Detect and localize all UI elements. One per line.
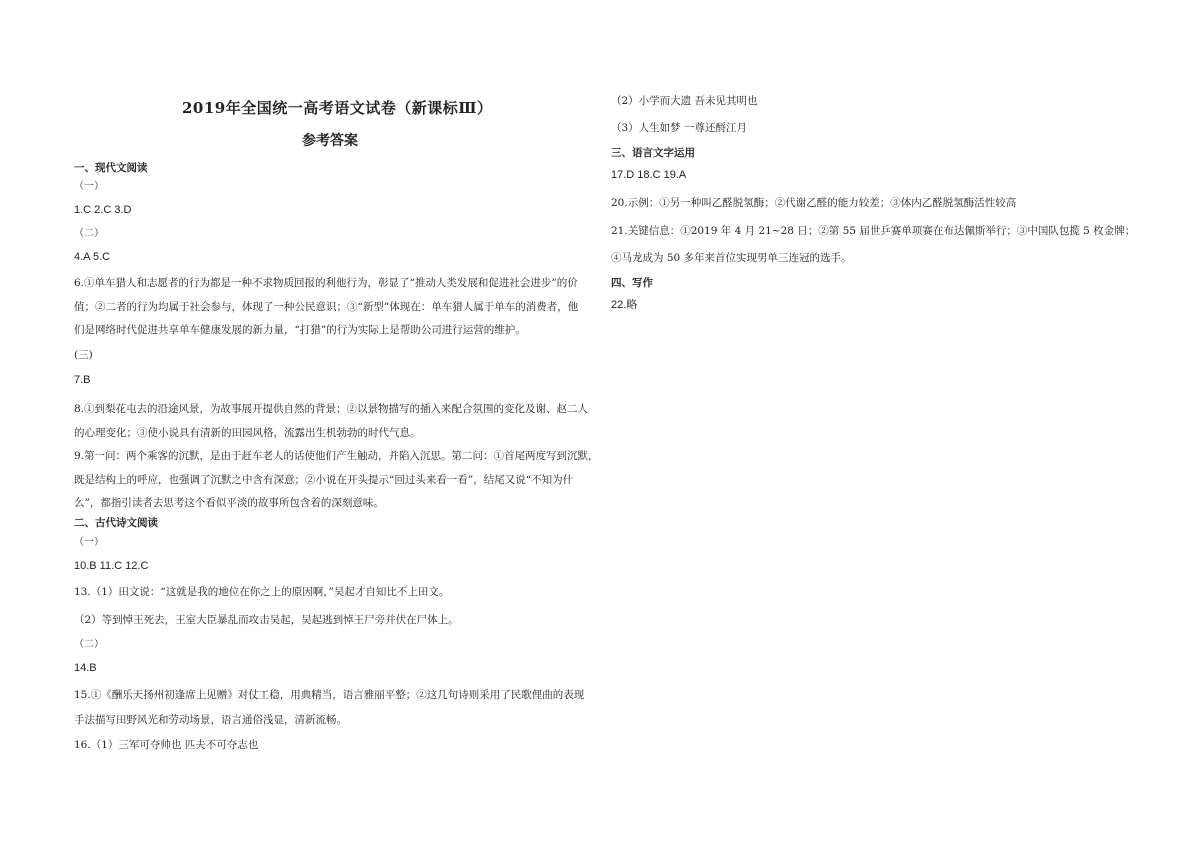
answer-line: （3）人生如梦 一尊还酹江月 <box>611 122 748 134</box>
answer-line: 8.①到梨花屯去的沿途风景，为故事展开提供自然的背景；②以景物描写的插入来配合氛围的变化及谢、赵二人 <box>74 403 589 415</box>
answer-line: 既是结构上的呼应，也强调了沉默之中含有深意；②小说在开头提示“回过头来看一看”，结尾又说“不知为什 <box>74 474 574 486</box>
answer-line: 7.B <box>74 374 91 386</box>
answer-line: 的心理变化；③使小说具有清新的田园风格，流露出生机勃勃的时代气息。 <box>74 427 421 439</box>
answer-line: 6.①单车猎人和志愿者的行为都是一种不求物质回报的利他行为，彰显了“推动人类发展和促进社会进步”的价 <box>74 277 578 289</box>
answer-line: （2）小学而大遗 吾未见其明也 <box>611 95 758 107</box>
part-label: (三) <box>74 349 93 361</box>
part-label: （二） <box>74 228 104 239</box>
answer-line: 4.A 5.C <box>74 251 111 263</box>
answer-line: 值；②二者的行为均属于社会参与，体现了一种公民意识；③“新型”体现在：单车猎人属于单车的消费者，他 <box>74 301 579 313</box>
answer-line: ④马龙成为 50 多年来首位实现男单三连冠的选手。 <box>611 252 852 264</box>
answer-line: 13.（1）田文说：“这就是我的地位在你之上的原因啊，”吴起才自知比不上田文。 <box>74 586 450 598</box>
part-label: （一） <box>74 537 104 548</box>
page-subtitle: 参考答案 <box>302 133 358 149</box>
answer-line: （2）等到悼王死去，王室大臣暴乱而攻击吴起，吴起逃到悼王尸旁并伏在尸体上。 <box>74 614 459 626</box>
answer-line: 15.①《酬乐天扬州初逢席上见赠》对仗工稳，用典精当，语言雅丽平整；②这几句诗则采用了民歌俚曲的表现 <box>74 689 585 701</box>
section-heading: 四、写作 <box>611 277 653 289</box>
answer-line: 16.（1）三军可夺帅也 匹夫不可夺志也 <box>74 739 259 751</box>
answer-line: 14.B <box>74 662 97 674</box>
answer-line: 1.C 2.C 3.D <box>74 204 132 216</box>
answer-line: 21.关键信息：①2019 年 4 月 21~28 日；②第 55 届世乒赛单项赛在布达佩斯举行；③中国队包揽 5 枚金牌； <box>611 225 1136 237</box>
part-label: （二） <box>74 639 104 650</box>
answer-line: 么”，都指引读者去思考这个看似平淡的故事所包含着的深刻意味。 <box>74 497 384 509</box>
section-heading: 一、现代文阅读 <box>74 162 148 174</box>
answer-line: 17.D 18.C 19.A <box>611 169 687 181</box>
answer-line: 们是网络时代促进共享单车健康发展的新力量，“打猎”的行为实际上是帮助公司进行运营的维护。 <box>74 324 526 336</box>
answer-line: 10.B 11.C 12.C <box>74 560 149 572</box>
answer-line: 22.略 <box>611 299 638 311</box>
page-title: 2019年全国统一高考语文试卷（新课标Ⅲ） <box>182 99 493 117</box>
part-label: （一） <box>74 181 104 192</box>
answer-line: 手法描写田野风光和劳动场景，语言通俗浅显，清新流畅。 <box>74 714 347 726</box>
section-heading: 二、古代诗文阅读 <box>74 517 158 529</box>
answer-line: 20.示例：①另一种叫乙醛脱氢酶；②代谢乙醛的能力较差；③体内乙醛脱氢酶活性较高 <box>611 197 1017 209</box>
section-heading: 三、语言文字运用 <box>611 147 695 159</box>
answer-line: 9.第一问：两个乘客的沉默，是由于赶车老人的话使他们产生触动，并陷入沉思。第二问：①首尾两度写到沉默， <box>74 450 599 462</box>
